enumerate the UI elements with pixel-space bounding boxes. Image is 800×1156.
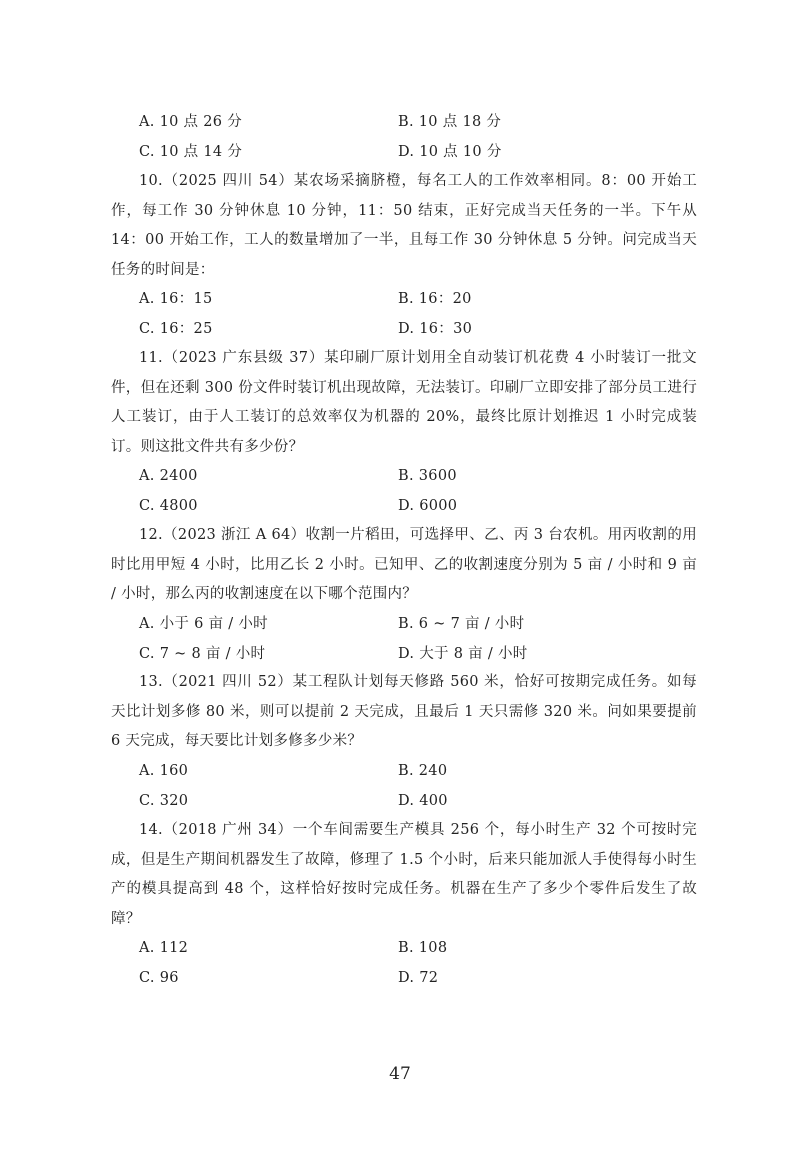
q9-option-b: B. 10 点 18 分 (398, 114, 502, 130)
q9-option-d: D. 10 点 10 分 (398, 144, 502, 160)
q12-option-d: D. 大于 8 亩 / 小时 (398, 646, 528, 662)
q11-option-a: A. 2400 (139, 468, 198, 484)
q10-stem: 10.（2025 四川 54）某农场采摘脐橙，每名工人的工作效率相同。8：00 开始工作，每工作 30 分钟休息 10 分钟，11：50 结束，正好完成当天任务的一半。下午从 14：00 开始工作，工人的数量增加了一半，且每工作 30 分钟休息 5 分钟。问完成当天任务的时间是： (111, 173, 697, 278)
q11-option-b: B. 3600 (398, 468, 457, 484)
q13-option-b: B. 240 (398, 763, 448, 779)
q14-option-a: A. 112 (139, 940, 189, 956)
q10-option-a: A. 16：15 (139, 291, 213, 307)
q9-option-c: C. 10 点 14 分 (139, 144, 243, 160)
q9-option-a: A. 10 点 26 分 (139, 114, 243, 130)
q14-option-b: B. 108 (398, 940, 448, 956)
q12-option-c: C. 7 ~ 8 亩 / 小时 (139, 646, 266, 662)
q13-option-d: D. 400 (398, 793, 448, 809)
q12-option-a: A. 小于 6 亩 / 小时 (139, 616, 268, 632)
q10-option-c: C. 16：25 (139, 321, 213, 337)
q13-option-c: C. 320 (139, 793, 189, 809)
q10-option-d: D. 16：30 (398, 321, 473, 337)
q14-option-c: C. 96 (139, 970, 179, 986)
q12-option-b: B. 6 ~ 7 亩 / 小时 (398, 616, 525, 632)
q11-option-c: C. 4800 (139, 498, 198, 514)
q10-option-b: B. 16：20 (398, 291, 472, 307)
q13-option-a: A. 160 (139, 763, 189, 779)
q14-stem: 14.（2018 广州 34）一个车间需要生产模具 256 个，每小时生产 32 个可按时完成，但是生产期间机器发生了故障，修理了 1.5 个小时，后来只能加派人手使得每小时生产的模具提高到 48 个，这样恰好按时完成任务。机器在生产了多少个零件后发生了故障？ (111, 822, 697, 927)
q12-stem: 12.（2023 浙江 A 64）收割一片稻田，可选择甲、乙、丙 3 台农机。用丙收割的用时比用甲短 4 小时，比用乙长 2 小时。已知甲、乙的收割速度分别为 5 亩 / 小时和 9 亩 / 小时，那么丙的收割速度在以下哪个范围内？ (111, 527, 697, 602)
q13-stem: 13.（2021 四川 52）某工程队计划每天修路 560 米，恰好可按期完成任务。如每天比计划多修 80 米，则可以提前 2 天完成，且最后 1 天只需修 320 米。问如果要提前 6 天完成，每天要比计划多修多少米？ (111, 674, 697, 749)
q11-option-d: D. 6000 (398, 498, 458, 514)
q11-stem: 11.（2023 广东县级 37）某印刷厂原计划用全自动装订机花费 4 小时装订一批文件，但在还剩 300 份文件时装订机出现故障，无法装订。印刷厂立即安排了部分员工进行人工装订，由于人工装订的总效率仅为机器的 20%，最终比原计划推迟 1 小时完成装订。则这批文件共有多少份？ (111, 350, 697, 455)
q14-option-d: D. 72 (398, 970, 439, 986)
page-number: 47 (389, 1064, 411, 1084)
